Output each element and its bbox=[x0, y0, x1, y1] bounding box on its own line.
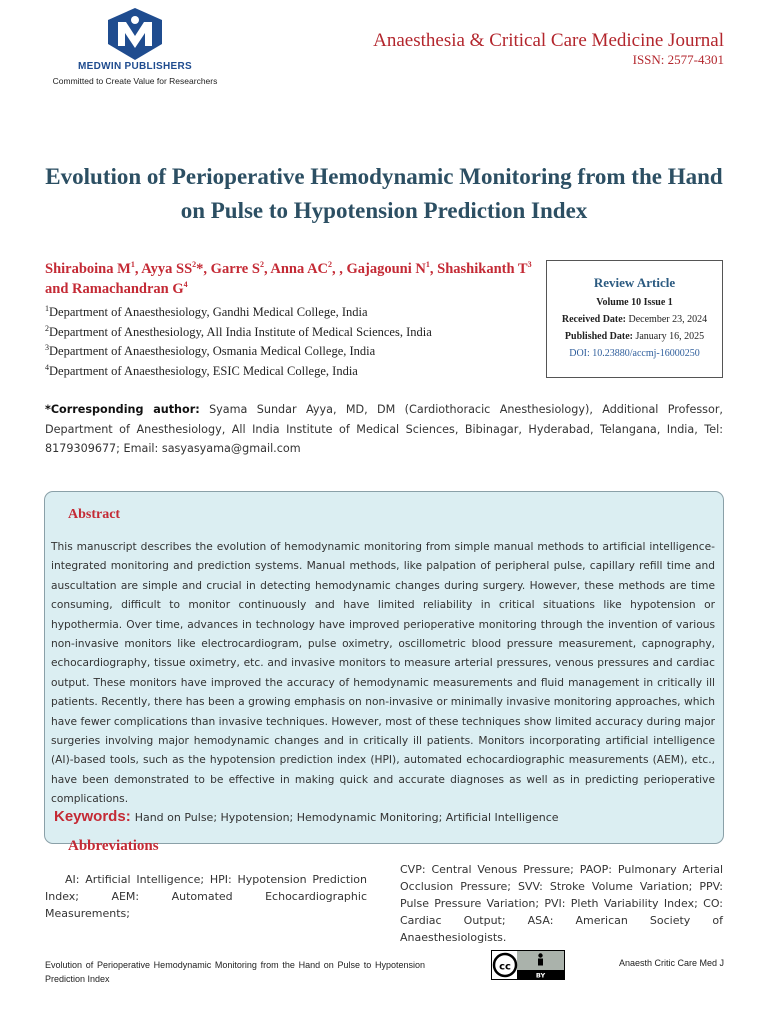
article-title: Evolution of Perioperative Hemodynamic Monitoring from the Hand on Pulse to Hypotension Prediction Index bbox=[45, 164, 723, 223]
author: Ayya $SS^2*$, bbox=[141, 260, 211, 277]
keywords bbox=[54, 808, 559, 825]
svg-text:BY: BY bbox=[535, 971, 546, 980]
abbreviations-right: CVP: Central Venous Pressure; PAOP: Pulmonary Arterial Occlusion Pressure; SVV: Stroke Volume Variation; PPV: Pulse Pressure Variation; PVI: Pleth Variability Index; CO: Cardiac Output; ASA: American Society of Anaesthesiologists. bbox=[400, 863, 723, 944]
corresponding-text: Syama Sundar Ayya, MD, DM (Cardiothoracic Anesthesiology), Additional Professor, Department of Anesthesiology, All India Institute of Medical Sciences, Bibinagar, Hyderabad, Telangana, India, Tel: 8179309677; Email: sasyasyama@gmail.com bbox=[45, 403, 723, 455]
doi-link[interactable]: DOI: 10.23880/accmj-16000250 bbox=[569, 348, 700, 359]
affiliation-list bbox=[45, 303, 525, 381]
keywords-text: Hand on Pulse; Hypotension; Hemodynamic Monitoring; Artificial Intelligence bbox=[134, 811, 559, 824]
author-list bbox=[45, 259, 545, 299]
keywords-label: Keywords: bbox=[54, 808, 131, 825]
article-type: Review Article bbox=[593, 275, 676, 290]
author: Anna $AC^2$, , bbox=[270, 260, 347, 277]
affiliation: $^4$Department of Anaesthesiology, ESIC Medical College, India bbox=[45, 362, 358, 378]
medwin-m-icon bbox=[102, 6, 168, 62]
abbreviations-left: AI: Artificial Intelligence; HPI: Hypotension Prediction Index; AEM: Automated Echocardiographic Measurements; bbox=[45, 873, 367, 920]
journal-name[interactable]: Anaesthesia & Critical Care Medicine Journal bbox=[373, 30, 724, 51]
journal-issn: ISSN: 2577-4301 bbox=[632, 52, 724, 67]
published-date: Published Date: January 16, 2025 bbox=[564, 331, 705, 342]
corresponding-author bbox=[45, 400, 723, 459]
author: Gajagouni $N^1$, bbox=[346, 260, 438, 277]
article-info-box bbox=[546, 260, 723, 378]
footer-journal-abbrev: Anaesth Critic Care Med J bbox=[618, 958, 724, 968]
publisher-name: MEDWIN PUBLISHERS bbox=[78, 61, 192, 72]
received-date: Received Date: December 23, 2024 bbox=[561, 314, 708, 325]
svg-text:cc: cc bbox=[499, 961, 511, 973]
volume-issue: Volume 10 Issue 1 bbox=[596, 297, 673, 308]
publisher-logo bbox=[40, 6, 230, 86]
abstract-heading: Abstract bbox=[68, 507, 121, 522]
corresponding-label: *Corresponding author: bbox=[45, 403, 200, 416]
abstract-text: This manuscript describes the evolution of hemodynamic monitoring from simple manual methods to artificial intelligence-integrated monitoring and prediction systems. Manual methods, like palpation of peripheral pulse, capillary refill time and auscultation are simple and crucial in detecting hemodynamic changes during surgery. However, these methods are time consuming, difficult to monitor continuously and have limited reliability in critical situations like hypotension or hypothermia. Over time, advances in technology have improved perioperative monitoring through the invention of various non-invasive monitors like electrocardiogram, pulse oximetry, oscillometric blood pressure measurement, capnography, echocardiography, tissue oximetry, etc. and invasive monitors to measure arterial pressures, venous pressures and cardiac output. These monitors have improved the accuracy of hemodynamic measurements and fluid management in critically ill patients. Recently, there has been a growing emphasis on non-invasive or minimally invasive monitoring approaches, which have fewer complications than invasive techniques. However, most of these techniques show limited accuracy during major surgeries involving major hemodynamic changes and in critically ill patients. Monitors incorporating artificial intelligence (AI)-based tools, such as the hypotension prediction index (HPI), automated echocardiographic measurements (AEM), etc., have been demonstrated to be effective in making quick and accurate diagnoses as well as in predicting perioperative complications. bbox=[51, 540, 715, 806]
affiliation: $^1$Department of Anaesthesiology, Gandhi Medical College, India bbox=[45, 303, 368, 319]
author: Shiraboina $M^1$, bbox=[45, 260, 142, 277]
publisher-tagline: Committed to Create Value for Researchers bbox=[52, 76, 218, 86]
author: Ramachandran $G^4$ bbox=[72, 280, 188, 297]
author: Garre $S^2$, bbox=[210, 260, 271, 277]
cc-by-license-icon[interactable] bbox=[491, 950, 565, 980]
footer-running-title: Evolution of Perioperative Hemodynamic Monitoring from the Hand on Pulse to Hypotension Prediction Index bbox=[45, 960, 425, 984]
author: Shashikanth $T^3$ and bbox=[45, 260, 532, 297]
abstract-box bbox=[44, 491, 724, 844]
affiliation: $^2$Department of Anesthesiology, All India Institute of Medical Sciences, India bbox=[45, 323, 432, 339]
affiliation: $^3$Department of Anaesthesiology, Osmania Medical College, India bbox=[45, 342, 376, 358]
abbreviations-heading: Abbreviations bbox=[68, 838, 159, 854]
